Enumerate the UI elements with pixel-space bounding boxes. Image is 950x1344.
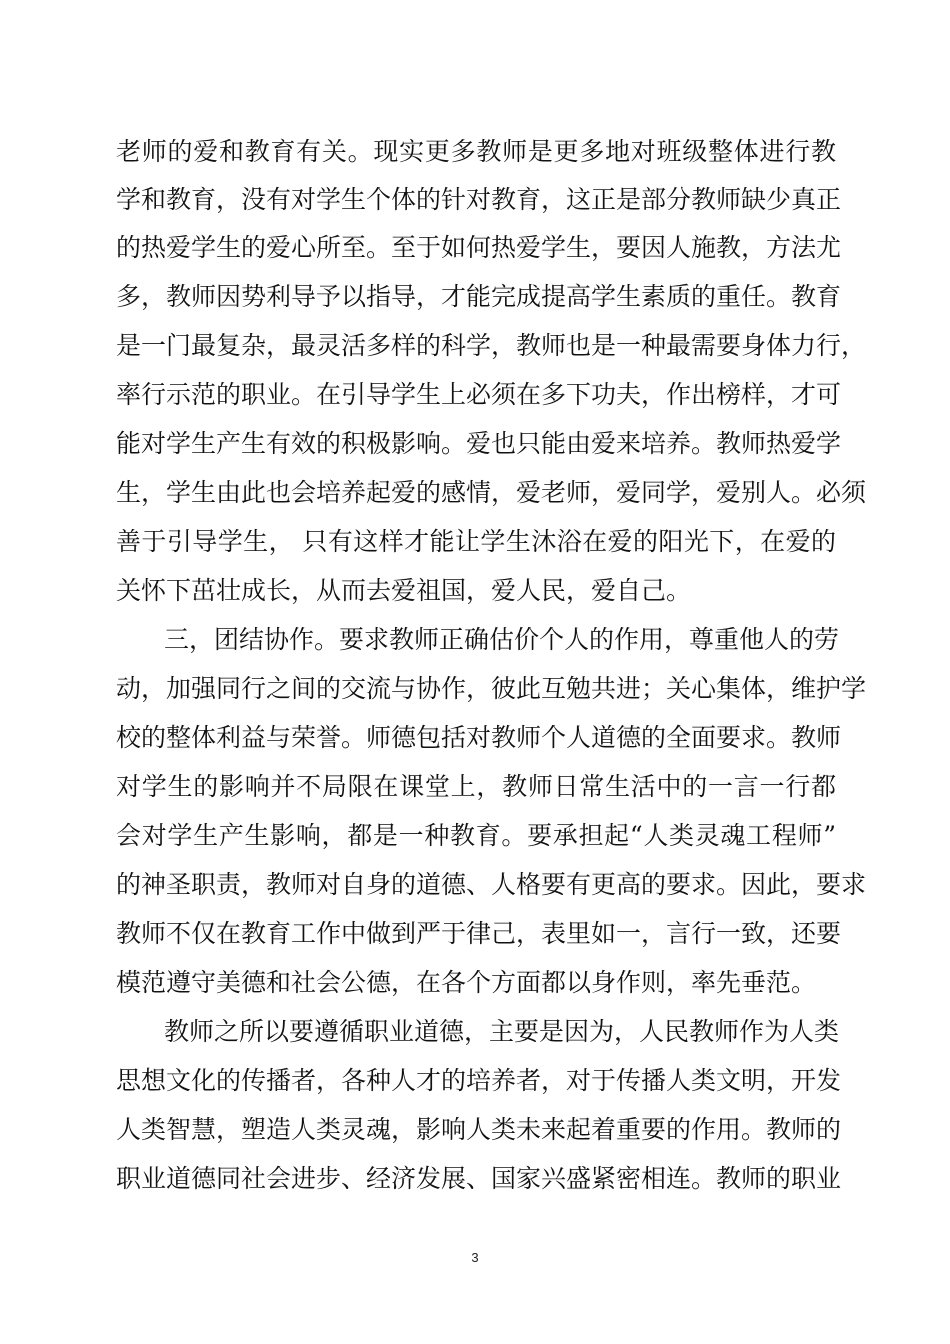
text-line: 是一门最复杂，最灵活多样的科学，教师也是一种最需要身体力行， <box>116 331 867 360</box>
text-line: 多，教师因势利导予以指导，才能完成提高学生素质的重任。教育 <box>116 282 842 311</box>
text-line: 能对学生产生有效的积极影响。爱也只能由爱来培养。教师热爱学 <box>116 429 842 458</box>
paragraph-first-line: 三，团结协作。要求教师正确估价个人的作用，尊重他人的劳 <box>164 625 840 654</box>
text-line: 动，加强同行之间的交流与协作，彼此互勉共进；关心集体，维护学 <box>116 674 867 703</box>
text-line: 学和教育，没有对学生个体的针对教育，这正是部分教师缺少真正 <box>116 185 842 214</box>
text-line: 对学生的影响并不局限在课堂上，教师日常生活中的一言一行都 <box>116 772 836 801</box>
text-line: 校的整体利益与荣誉。师德包括对教师个人道德的全面要求。教师 <box>116 723 842 752</box>
text-line: 率行示范的职业。在引导学生上必须在多下功夫，作出榜样，才可 <box>116 380 842 409</box>
page-number: 3 <box>471 1250 479 1265</box>
text-line: 的热爱学生的爱心所至。至于如何热爱学生，要因人施教，方法尤 <box>116 233 842 262</box>
text-line: 思想文化的传播者，各种人才的培养者，对于传播人类文明，开发 <box>116 1066 842 1095</box>
text-line: 善于引导学生， 只有这样才能让学生沐浴在爱的阳光下，在爱的 <box>116 527 836 556</box>
text-line: 会对学生产生影响，都是一种教育。要承担起“人类灵魂工程师” <box>116 821 836 850</box>
text-line: 教师不仅在教育工作中做到严于律己，表里如一，言行一致，还要 <box>116 919 842 948</box>
text-line: 的神圣职责，教师对自身的道德、人格要有更高的要求。因此，要求 <box>116 870 867 899</box>
text-line: 人类智慧，塑造人类灵魂，影响人类未来起着重要的作用。教师的 <box>116 1115 842 1144</box>
text-line: 模范遵守美德和社会公德，在各个方面都以身作则，率先垂范。 <box>116 968 817 997</box>
paragraph-first-line: 教师之所以要遵循职业道德，主要是因为，人民教师作为人类 <box>164 1017 840 1046</box>
text-line: 职业道德同社会进步、经济发展、国家兴盛紧密相连。教师的职业 <box>116 1164 842 1193</box>
text-line: 生，学生由此也会培养起爱的感情，爱老师，爱同学，爱别人。必须 <box>116 478 867 507</box>
text-line: 关怀下茁壮成长，从而去爱祖国，爱人民，爱自己。 <box>116 576 692 605</box>
text-line: 老师的爱和教育有关。现实更多教师是更多地对班级整体进行教 <box>116 137 836 166</box>
